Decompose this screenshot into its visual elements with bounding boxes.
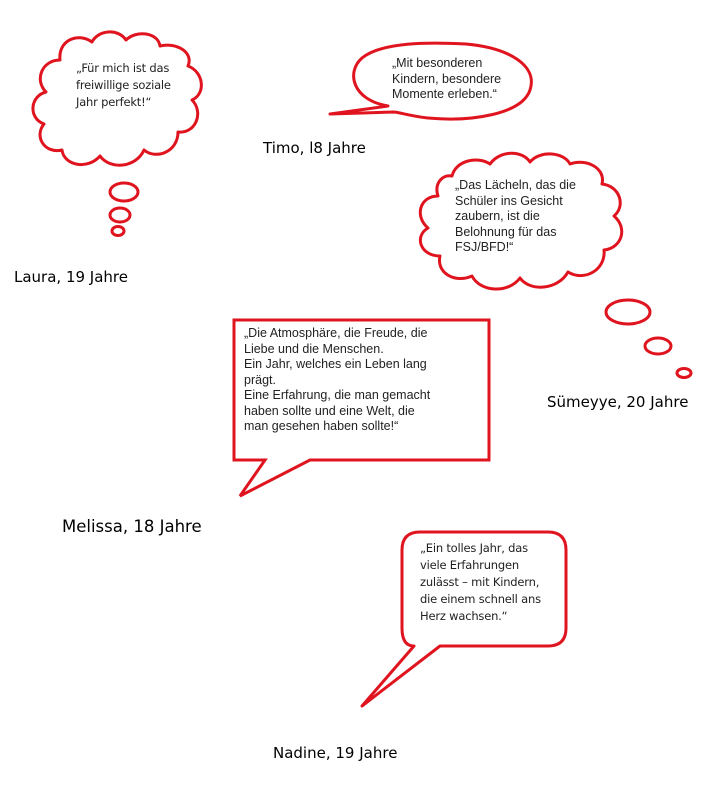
nadine-quote xyxy=(420,540,541,625)
sumeyye-quote xyxy=(455,178,576,256)
laura-name: Laura, 19 Jahre xyxy=(14,268,128,286)
melissa-quote-line: Ein Jahr, welches ein Leben lang xyxy=(244,357,427,371)
melissa-quote xyxy=(244,326,430,435)
timo-quote-line: Kindern, besondere xyxy=(392,71,502,86)
nadine-name: Nadine, 19 Jahre xyxy=(273,744,398,762)
timo-name: Timo, l8 Jahre xyxy=(263,139,366,157)
sumeyye-quote-line: zaubern, ist die xyxy=(455,209,540,223)
timo-quote-line: Momente erleben.“ xyxy=(392,87,497,101)
nadine-quote-line: die einem schnell ans xyxy=(420,592,541,606)
sumeyye-name: Sümeyye, 20 Jahre xyxy=(547,393,689,411)
laura-quote xyxy=(76,60,171,111)
melissa-quote-line: „Die Atmosphäre, die Freude, die xyxy=(244,326,428,340)
laura-quote-line: freiwillige soziale xyxy=(76,78,171,92)
melissa-quote-line: prägt. xyxy=(244,372,276,387)
laura-quote-line: Jahr perfekt!“ xyxy=(76,95,152,109)
nadine-quote-line: „Ein tolles Jahr, das xyxy=(420,541,528,555)
melissa-quote-line: man gesehen haben sollte!“ xyxy=(244,419,399,433)
sumeyye-quote-line: FSJ/BFD!“ xyxy=(455,240,514,254)
nadine-quote-line: zulässt – mit Kindern, xyxy=(420,575,540,589)
melissa-quote-line: Eine Erfahrung, die man gemacht xyxy=(244,388,431,402)
timo-quote-line: „Mit besonderen xyxy=(392,56,483,70)
nadine-quote-line: viele Erfahrungen xyxy=(420,558,519,572)
melissa-quote-line: Liebe und die Menschen. xyxy=(244,341,384,356)
sumeyye-quote-line: Schüler ins Gesicht xyxy=(455,193,563,208)
timo-quote xyxy=(392,56,501,103)
nadine-quote-line: Herz wachsen.“ xyxy=(420,609,508,623)
melissa-name: Melissa, 18 Jahre xyxy=(62,517,202,536)
melissa-quote-line: haben sollte und eine Welt, die xyxy=(244,403,415,418)
sumeyye-quote-line: „Das Lächeln, das die xyxy=(455,178,576,192)
sumeyye-quote-line: Belohnung für das xyxy=(455,224,557,239)
laura-quote-line: „Für mich ist das xyxy=(76,61,170,75)
